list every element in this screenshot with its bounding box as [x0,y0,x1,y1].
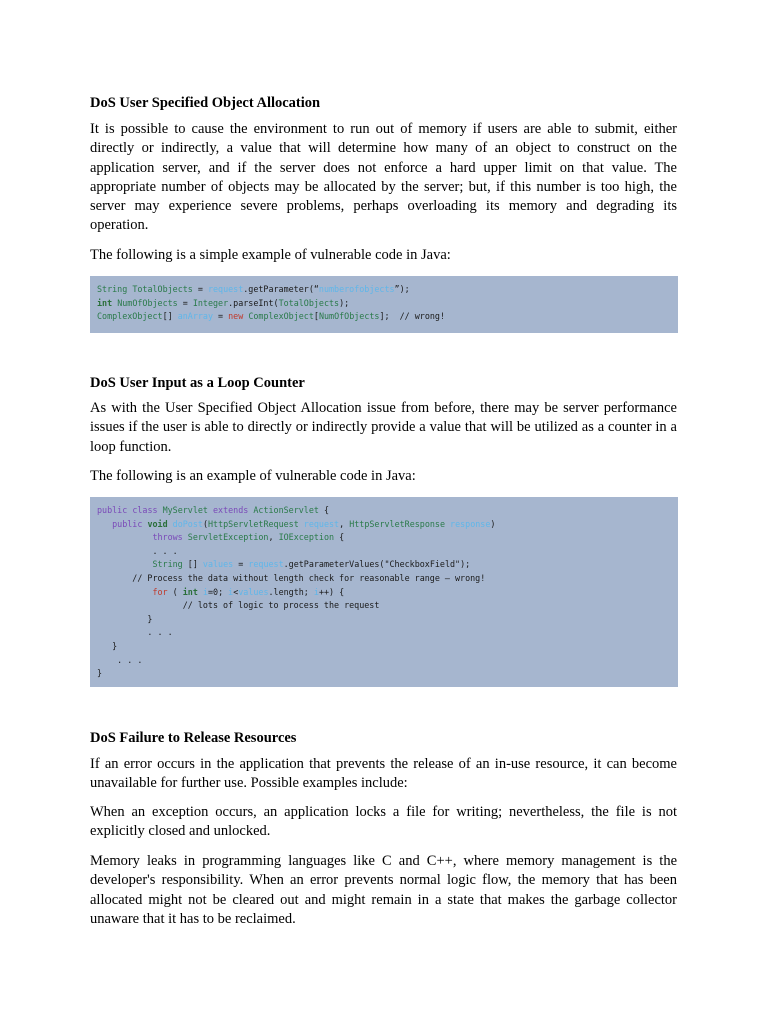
code-line: . . . [97,654,143,665]
section3-paragraph-2: When an exception occurs, an application locks a file for writing; nevertheless, the file is not explicitly closed and unlocked. [90,804,677,840]
section1-heading: DoS User Specified Object Allocation [90,95,321,111]
code-line: String TotalObjects = request.getParameter(“numberofobjects”); [97,284,410,294]
code-line: String [] values = request.getParameterValues("CheckboxField"); [152,559,471,570]
code-line: } [97,640,118,651]
code-block-loop-counter [90,497,678,687]
code-line: for ( int i=0; i<values.length; i++) { [152,586,345,597]
code-line: } [97,668,103,679]
section2-intro: The following is an example of vulnerable code in Java: [90,468,416,484]
code-line: public void doPost(HttpServletRequest request, HttpServletResponse response) [112,518,496,529]
section1-intro: The following is a simple example of vulnerable code in Java: [90,247,451,263]
code-line: ComplexObject[] anArray = new ComplexObject[NumOfObjects]; // wrong! [97,311,446,322]
code-line: throws ServletException, IOException { [152,532,345,543]
section3-paragraph-1: If an error occurs in the application that prevents the release of an in-use resource, it can become unavailable for further use. Possible examples include: [90,756,677,792]
code-line: . . . [97,545,178,556]
section1-paragraph: It is possible to cause the environment to run out of memory if users are able to submit, either directly or indirectly, a value that will determine how many of an object to construct on the application server, and if the server does not enforce a hard upper limit on that value. The appropriate number of objects may be allocated by the server; but, if this number is too high, the server may experience severe problems, perhaps overloading its memory and degrading its operation. [90,121,677,234]
code-line: } [97,613,153,624]
code-line: // lots of logic to process the request [97,600,380,611]
code-line: int NumOfObjects = Integer.parseInt(TotalObjects); [97,297,350,308]
section3-paragraph-3: Memory leaks in programming languages like C and C++, where memory management is the developer's responsibility. When an error prevents normal logic flow, the memory that has been allocated might not be cleared out and might remain in a state that makes the garbage collector unaware that it has to be reclaimed. [90,853,677,927]
section3-heading: DoS Failure to Release Resources [90,730,297,746]
code-block-object-allocation [90,276,678,333]
code-line: // Process the data without length check for reasonable range – wrong! [97,572,486,583]
code-line: . . . [97,627,173,638]
section2-paragraph: As with the User Specified Object Allocation issue from before, there may be server performance issues if the user is able to directly or indirectly provide a value that will be utilized as a counter in a loop function. [90,400,677,455]
code-line: public class MyServlet extends ActionServlet { [97,505,330,515]
section2-heading: DoS User Input as a Loop Counter [90,375,305,391]
